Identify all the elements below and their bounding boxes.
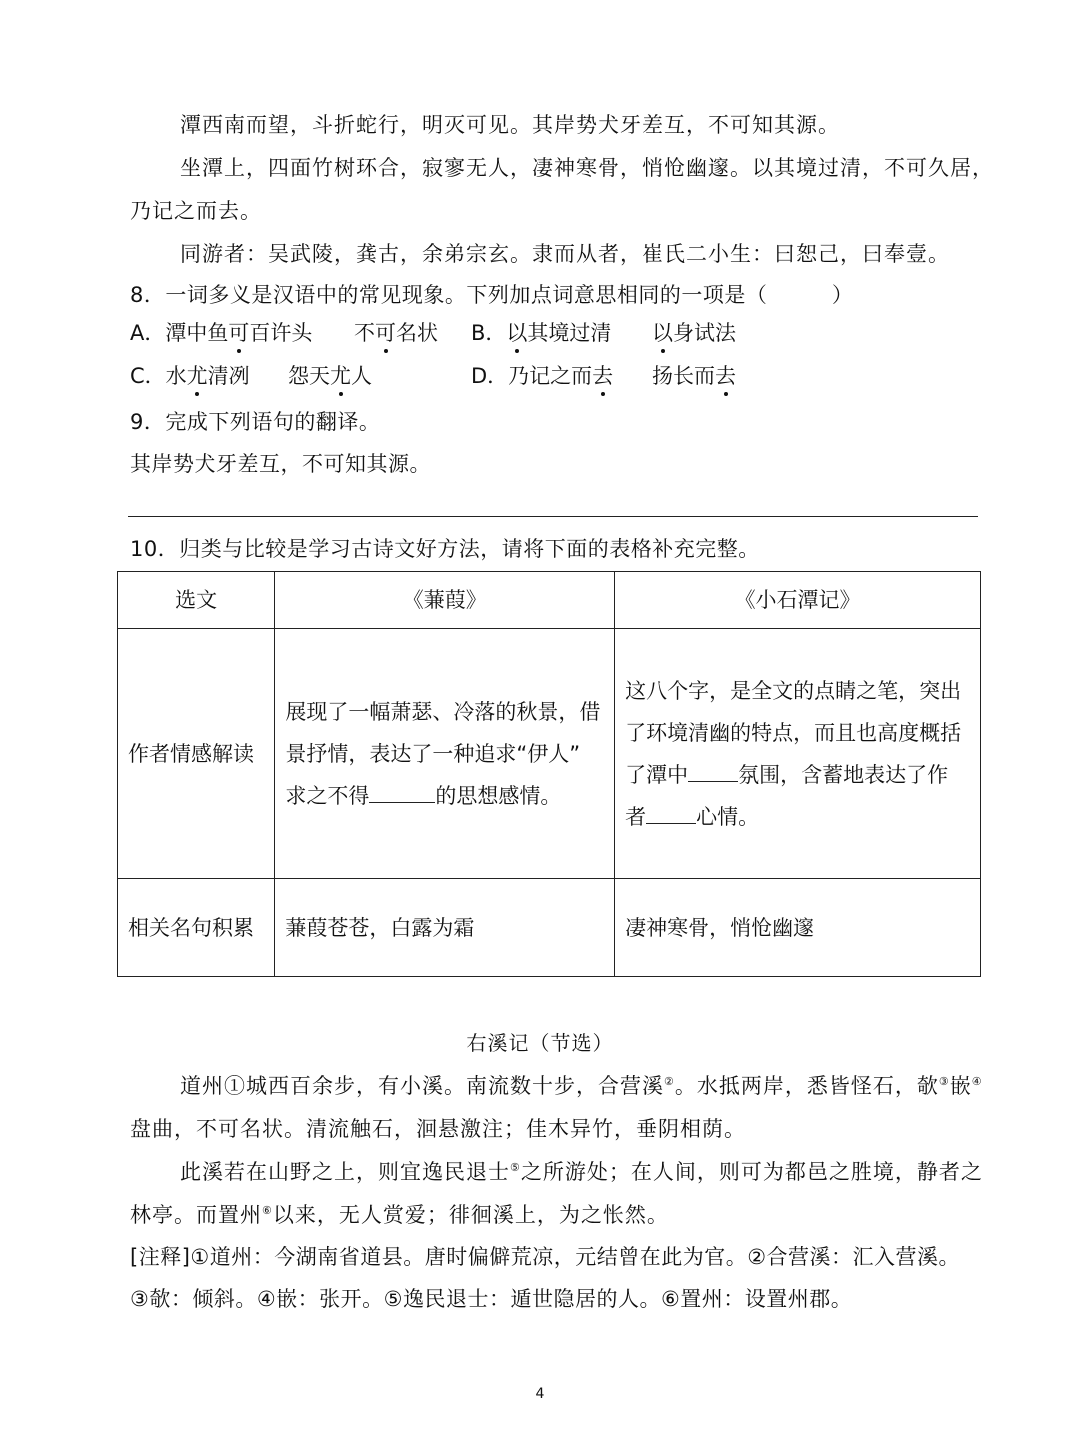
option-b-phrase-2-post: 身试法 [673, 321, 736, 345]
table-row-emotion [118, 629, 981, 879]
jianjia-emotion-line-2: 景抒情，表达了一种追求“伊人” [285, 741, 581, 766]
table-cell-jianjia-emotion [275, 629, 615, 879]
table-header-row [118, 572, 981, 629]
option-d [471, 361, 613, 391]
option-d-phrase-2-pre: 扬长而 [652, 364, 715, 388]
fill-blank-mood[interactable] [646, 801, 696, 824]
passage2-paragraph-1-line-2: 盘曲，不可名状。清流触石，洄悬激注；佳木异竹，垂阴相荫。 [130, 1117, 746, 1141]
table-cell-jianjia-quote: 蒹葭苍苍，白露为霜 [275, 879, 615, 977]
p2-segment-2: 之所游处；在人间，则可为都邑之胜境，静者之 [520, 1160, 983, 1184]
option-d-dotted-word-2: 去 [715, 361, 736, 391]
passage1-paragraph-2-line-1: 坐潭上，四面竹树环合，寂寥无人，凄神寒骨，悄怆幽邃。以其境过清，不可久居， [180, 156, 994, 180]
option-c-phrase-2-post: 人 [351, 364, 372, 388]
option-a-dotted-word-1: 可 [228, 318, 249, 348]
fill-blank-atmosphere[interactable] [688, 759, 738, 782]
jianjia-emotion-line-3-post: 的思想感情。 [435, 783, 562, 808]
table-header-jianjia: 《蒹葭》 [275, 572, 615, 629]
table-row-quotes-label: 相关名句积累 [118, 879, 275, 977]
question-9-sentence: 其岸势犬牙差互，不可知其源。 [130, 452, 431, 476]
xiaoshitanji-emotion-line-3-pre: 了潭中 [625, 762, 689, 787]
xiaoshitanji-emotion-line-1: 这八个字，是全文的点睛之笔，突出 [625, 678, 962, 703]
jianjia-emotion-line-1: 展现了一幅萧瑟、冷落的秋景，借 [285, 699, 601, 724]
note-mark-5: ⑤ [510, 1161, 521, 1174]
option-d-phrase-1-pre: 乃记之而 [508, 364, 593, 388]
xiaoshitanji-emotion-line-2: 了环境清幽的特点，而且也高度概括 [625, 720, 962, 745]
option-a-dotted-word-2: 可 [375, 318, 396, 348]
passage1-paragraph-3: 同游者：吴武陵，龚古，余弟宗玄。隶而从者，崔氏二小生：曰恕己，曰奉壹。 [180, 242, 950, 266]
option-a-phrase-1-post: 百许头 [249, 321, 313, 345]
jianjia-emotion-line-3 [285, 775, 604, 817]
p2-segment-4: 以来，无人赏爱；徘徊溪上，为之怅然。 [272, 1203, 669, 1227]
question-8-stem: 8．一词多义是汉语中的常见现象。下列加点词意思相同的一项是（ ） [130, 283, 854, 307]
option-a-phrase-2-pre: 不 [354, 321, 375, 345]
xiaoshitanji-emotion-line-4-post: 心情。 [696, 804, 760, 829]
passage1-paragraph-2-line-2: 乃记之而去。 [130, 199, 262, 223]
note-mark-3: ③ [938, 1075, 950, 1088]
option-c-dotted-word-1: 尤 [187, 361, 208, 391]
comparison-table [117, 571, 981, 977]
xiaoshitanji-emotion-line-4-pre: 者 [625, 804, 647, 829]
xiaoshitanji-emotion-line-3 [625, 754, 970, 796]
option-a-label: A． [130, 321, 166, 345]
option-c [130, 361, 250, 391]
option-a-phrase-2-post: 名状 [396, 321, 438, 345]
option-b-dotted-word-1: 以 [506, 318, 527, 348]
annotation-line-2: ③欹：倾斜。④嵌：张开。⑤逸民退士：遁世隐居的人。⑥置州：设置州郡。 [130, 1287, 853, 1311]
table-header-selected-text: 选文 [118, 572, 275, 629]
option-c-phrase-1-post: 清冽 [207, 364, 250, 388]
p1-segment-3: 嵌 [949, 1074, 972, 1098]
jianjia-emotion-line-3-pre: 求之不得 [285, 783, 370, 808]
option-c-dotted-word-2: 尤 [330, 361, 351, 391]
page-number: 4 [535, 1386, 545, 1402]
option-d-phrase-2 [652, 361, 736, 391]
table-cell-xiaoshitanji-emotion [615, 629, 981, 879]
option-a [130, 318, 312, 348]
option-b-dotted-word-2: 以 [652, 318, 673, 348]
table-cell-xiaoshitanji-quote: 凄神寒骨，悄怆幽邃 [615, 879, 981, 977]
p1-segment-2: 。水抵两岸，悉皆怪石，欹 [674, 1074, 939, 1098]
option-c-label: C． [130, 364, 166, 388]
p1-segment-1: 道州①城西百余步，有小溪。南流数十步，合营溪 [180, 1074, 664, 1098]
option-d-dotted-word-1: 去 [592, 361, 613, 391]
note-mark-6: ⑥ [262, 1204, 273, 1217]
passage2-paragraph-2-line-1 [180, 1157, 983, 1187]
answer-line[interactable] [128, 516, 978, 517]
question-10-stem: 10．归类与比较是学习古诗文好方法，请将下面的表格补充完整。 [130, 537, 760, 561]
passage2-paragraph-1-line-1 [180, 1071, 983, 1101]
option-c-phrase-1-pre: 水 [165, 364, 187, 388]
option-c-phrase-2 [288, 361, 372, 391]
p2-segment-3: 林亭。而置州 [130, 1203, 262, 1227]
option-c-phrase-2-pre: 怨天 [288, 364, 330, 388]
xiaoshitanji-emotion-line-3-post: 氛围，含蓄地表达了作 [738, 762, 949, 787]
option-b [471, 318, 611, 348]
option-b-phrase-1-post: 其境过清 [527, 321, 612, 345]
annotation-line-1: [注释]①道州：今湖南省道县。唐时偏僻荒凉，元结曾在此为官。②合营溪：汇入营溪。 [130, 1245, 961, 1269]
table-header-xiaoshitanji: 《小石潭记》 [615, 572, 981, 629]
option-d-label: D． [471, 364, 509, 388]
option-b-phrase-2 [652, 318, 736, 348]
fill-blank-jianjia[interactable] [369, 780, 435, 803]
note-mark-2: ② [664, 1075, 675, 1088]
option-a-phrase-2 [354, 318, 438, 348]
note-mark-4: ④ [971, 1075, 983, 1088]
passage2-paragraph-2-line-2 [130, 1200, 669, 1230]
xiaoshitanji-emotion-line-4 [625, 796, 970, 838]
option-b-label: B． [471, 321, 507, 345]
question-9-stem: 9．完成下列语句的翻译。 [130, 410, 381, 434]
option-a-phrase-1-pre: 潭中鱼 [165, 321, 229, 345]
p2-segment-1: 此溪若在山野之上，则宜逸民退士 [180, 1160, 510, 1184]
table-row-quotes [118, 879, 981, 977]
table-row-emotion-label: 作者情感解读 [118, 629, 275, 879]
passage2-title: 右溪记（节选） [466, 1031, 614, 1055]
passage1-paragraph-1: 潭西南而望，斗折蛇行，明灭可见。其岸势犬牙差互，不可知其源。 [180, 113, 840, 137]
